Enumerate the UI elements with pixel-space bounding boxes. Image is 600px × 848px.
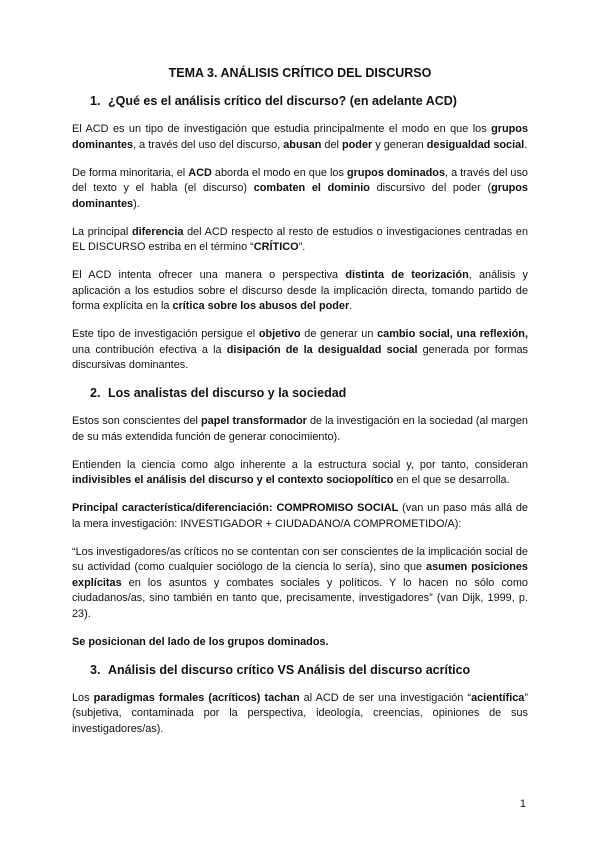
text-run: , a través del uso del texto y el habla (el discurso) xyxy=(72,166,528,194)
paragraph xyxy=(72,458,528,489)
paragraph xyxy=(72,414,528,445)
bold-text: grupos dominantes xyxy=(72,182,528,210)
bold-text: indivisibles el análisis del discurso y el contexto sociopolítico xyxy=(72,474,394,486)
text-run: Entienden la ciencia como algo inherente a la estructura social y, por tanto, consideran xyxy=(72,458,528,471)
text-run: en los asuntos y combates sociales y políticos. Y lo hacen no sólo como ciudadanos/as, sino también en tanto que, precisamente, investigadores” (van Dijk, 1999, p. 23). xyxy=(72,576,528,620)
text-run: y generan xyxy=(372,138,427,151)
text-run: en el que se desarrolla. xyxy=(393,474,510,486)
text-run: . xyxy=(349,300,353,312)
text-run: De forma minoritaria, el xyxy=(72,166,189,179)
paragraph xyxy=(72,691,528,738)
bold-text: asumen posiciones explícitas xyxy=(72,561,528,589)
bold-text: distinta de teorización xyxy=(345,269,469,281)
text-run: El ACD intenta ofrecer una manera o perspectiva xyxy=(72,269,346,281)
section-number: 3. xyxy=(90,662,101,677)
text-run: al ACD de ser una investigación “ xyxy=(299,691,472,704)
document-page xyxy=(72,66,528,750)
section-heading-text: Los analistas del discurso y la sociedad xyxy=(108,386,347,400)
text-run: del xyxy=(321,138,342,151)
bold-text: grupos dominados xyxy=(346,166,445,179)
bold-text: acientífica xyxy=(471,691,525,704)
text-run: El ACD es un tipo de investigación que estudia principalmente el modo en que los xyxy=(72,123,492,135)
text-run: ”. xyxy=(298,241,306,253)
text-run: Este tipo de investigación persigue el xyxy=(72,328,259,340)
paragraph xyxy=(72,501,528,532)
page-number: 1 xyxy=(519,798,526,810)
bold-text: disipación de la desigualdad social xyxy=(226,343,418,356)
text-run: . xyxy=(524,138,528,151)
bold-text: Principal característica/diferenciación: COMPROMISO SOCIAL xyxy=(72,502,399,514)
bold-text: ACD xyxy=(188,166,212,179)
bold-text: poder xyxy=(341,138,373,151)
text-run: ” (subjetiva, contaminada por la perspectiva, ideología, creencias, opiniones de sus investigadores/as). xyxy=(72,691,528,735)
paragraph xyxy=(72,225,528,256)
bold-text: diferencia xyxy=(131,225,184,238)
paragraph xyxy=(72,122,528,153)
paragraph xyxy=(72,268,528,315)
text-run: (van un paso más allá de la mera investigación: INVESTIGADOR + CIUDADANO/A COMPROMETIDO/A): xyxy=(72,502,528,530)
paragraph xyxy=(72,327,528,374)
bold-text: CRÍTICO xyxy=(253,241,299,253)
text-run: aborda el modo en que los xyxy=(211,166,347,179)
bold-text: abusan xyxy=(283,138,322,151)
text-run: generada por formas discursivas dominantes. xyxy=(72,343,528,371)
section-number: 1. xyxy=(90,94,101,108)
text-run: “Los investigadores/as críticos no se contentan con ser conscientes de la implicación social de su actividad (como cualquier sociólogo de la ciencia lo sería), sino que xyxy=(72,545,528,573)
text-run: Estos son conscientes del xyxy=(72,415,201,427)
section-number: 2. xyxy=(90,386,101,400)
section-heading-text: Análisis del discurso crítico VS Análisis del discurso acrítico xyxy=(108,662,471,677)
document-title: TEMA 3. ANÁLISIS CRÍTICO DEL DISCURSO xyxy=(168,66,432,80)
text-run: de generar un xyxy=(300,328,378,340)
bold-text: Se posicionan del lado de los grupos dominados. xyxy=(72,635,329,648)
bold-text: paradigmas formales (acríticos) tachan xyxy=(93,691,300,704)
text-run: discursivo del poder ( xyxy=(369,182,492,194)
text-run: de la investigación en la sociedad (al margen de su más extendida función de generar conocimiento). xyxy=(72,415,528,443)
bold-text: desigualdad social xyxy=(426,138,525,151)
text-run: Los xyxy=(72,691,94,704)
bold-text: papel transformador xyxy=(201,415,307,427)
section-heading-1 xyxy=(72,94,528,108)
section-heading-3 xyxy=(72,663,528,677)
bold-text: objetivo xyxy=(258,328,301,340)
bold-text: grupos dominantes xyxy=(72,123,528,151)
quote-paragraph xyxy=(72,545,528,623)
text-run: , a través del uso del discurso, xyxy=(133,138,284,151)
text-run: , análisis y aplicación a los estudios sobre el discurso desde la implicación directa, tomando partido de forma explícita en la xyxy=(72,269,528,312)
text-run: del ACD respecto al resto de estudios o investigaciones centradas en EL DISCURSO estriba en el término “ xyxy=(72,225,528,253)
section-heading-2 xyxy=(72,386,528,400)
paragraph xyxy=(72,166,528,213)
text-run: una contribución efectiva a la xyxy=(72,343,227,356)
bold-text: cambio social, una reflexión, xyxy=(377,328,528,340)
text-run: ). xyxy=(133,197,140,210)
section-heading-text: ¿Qué es el análisis crítico del discurso? (en adelante ACD) xyxy=(108,94,457,108)
paragraph xyxy=(72,635,528,651)
bold-text: combaten el dominio xyxy=(253,182,370,194)
bold-text: crítica sobre los abusos del poder xyxy=(172,300,350,312)
text-run: La principal xyxy=(72,225,132,238)
